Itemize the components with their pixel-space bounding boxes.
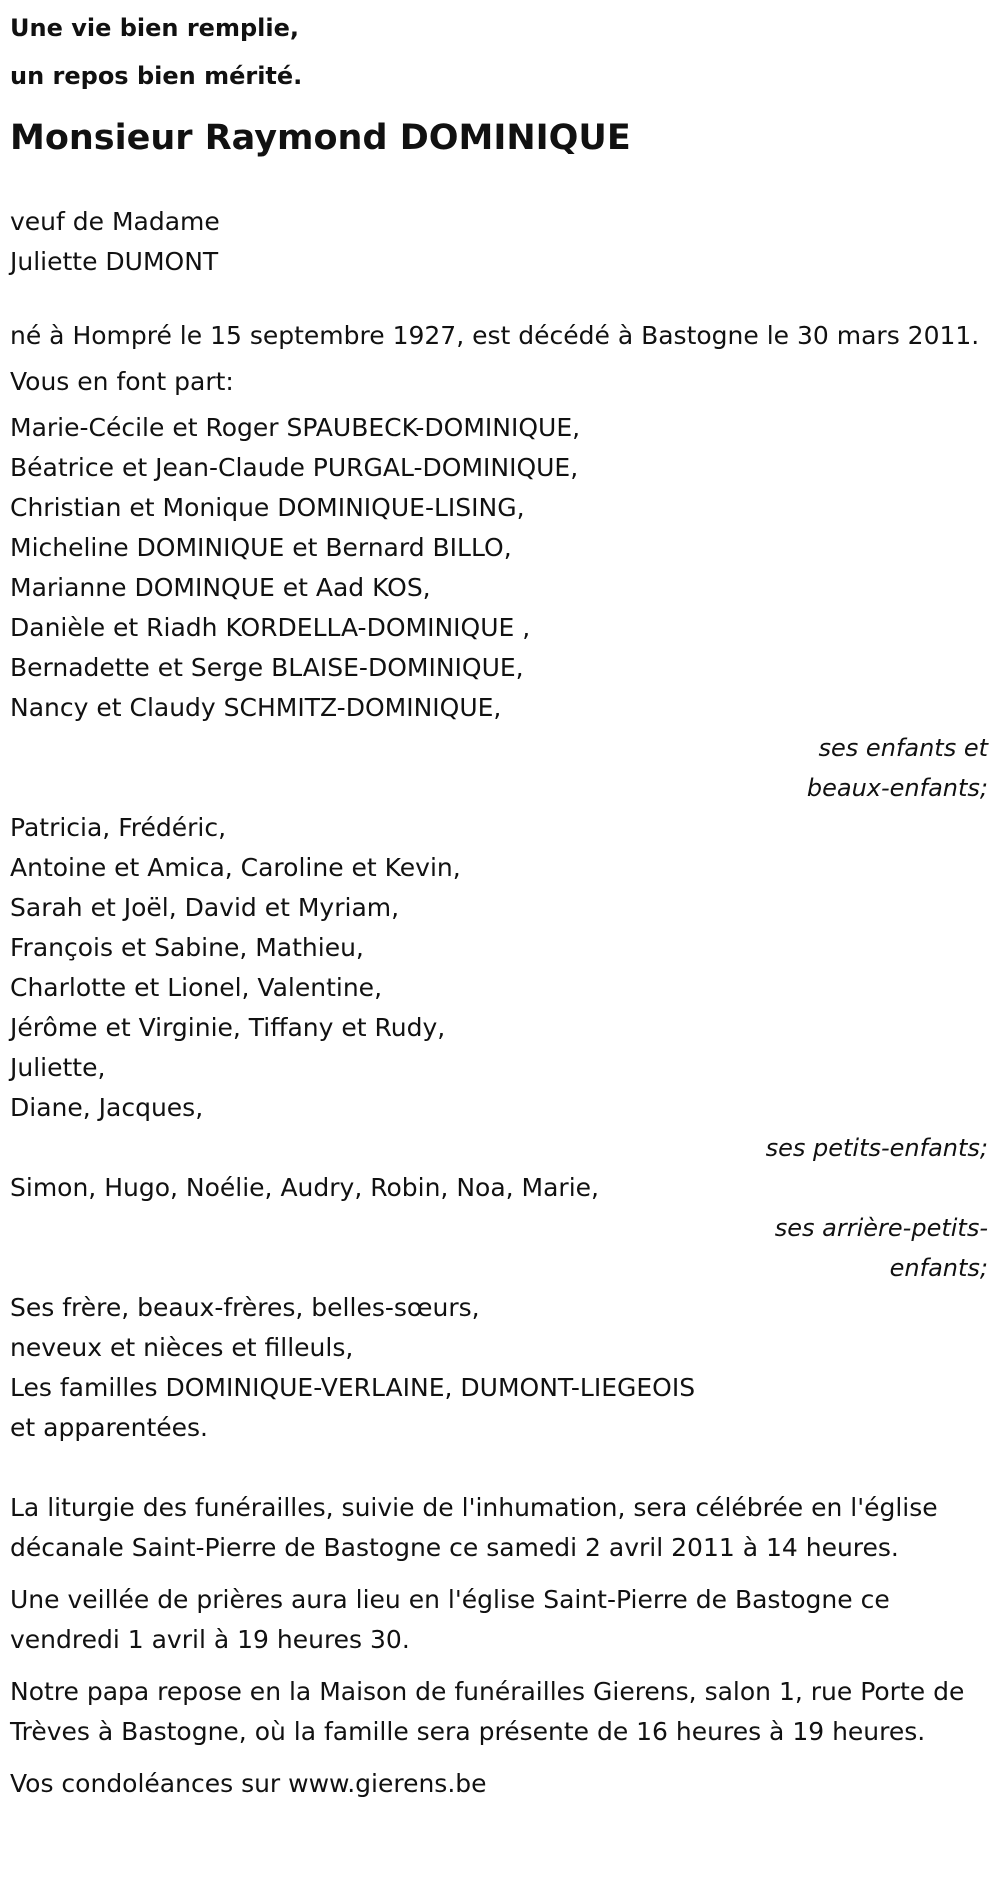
widower-line-1: veuf de Madame bbox=[10, 207, 220, 236]
children-line: Marie-Cécile et Roger SPAUBECK-DOMINIQUE, bbox=[10, 413, 581, 442]
condolences: Vos condoléances sur www.gierens.be bbox=[10, 1769, 487, 1798]
children-list bbox=[10, 408, 988, 728]
children-line: Nancy et Claudy SCHMITZ-DOMINIQUE, bbox=[10, 693, 502, 722]
resting-place: Notre papa repose en la Maison de funérailles Gierens, salon 1, rue Porte de Trèves à Bastogne, où la famille sera présente de 16 heures à 19 heures. bbox=[10, 1677, 965, 1746]
widower-line-2: Juliette DUMONT bbox=[10, 247, 219, 276]
grandchildren-line: Sarah et Joël, David et Myriam, bbox=[10, 893, 400, 922]
children-line: Christian et Monique DOMINIQUE-LISING, bbox=[10, 493, 525, 522]
children-line: Béatrice et Jean-Claude PURGAL-DOMINIQUE, bbox=[10, 453, 579, 482]
great-grandchildren-line: Simon, Hugo, Noélie, Audry, Robin, Noa, Marie, bbox=[10, 1173, 599, 1202]
children-role-line-1: ses enfants et bbox=[818, 734, 988, 762]
deceased-name: Monsieur Raymond DOMINIQUE bbox=[10, 118, 631, 158]
widower-block bbox=[10, 202, 988, 282]
grandchildren-line: Diane, Jacques, bbox=[10, 1093, 204, 1122]
grandchildren-line: Juliette, bbox=[10, 1053, 106, 1082]
children-line: Micheline DOMINIQUE et Bernard BILLO, bbox=[10, 533, 512, 562]
grandchildren-line: Patricia, Frédéric, bbox=[10, 813, 227, 842]
epitaph-line-2: un repos bien mérité. bbox=[10, 62, 303, 90]
grandchildren-list bbox=[10, 808, 988, 1128]
children-role-line-2: beaux-enfants; bbox=[806, 774, 988, 802]
family-line: neveux et nièces et filleuls, bbox=[10, 1333, 354, 1362]
epitaph bbox=[10, 4, 988, 100]
children-line: Danièle et Riadh KORDELLA-DOMINIQUE , bbox=[10, 613, 531, 642]
grandchildren-line: François et Sabine, Mathieu, bbox=[10, 933, 364, 962]
grandchildren-line: Antoine et Amica, Caroline et Kevin, bbox=[10, 853, 461, 882]
children-line: Marianne DOMINQUE et Aad KOS, bbox=[10, 573, 431, 602]
vigil-prayers: Une veillée de prières aura lieu en l'église Saint-Pierre de Bastogne ce vendredi 1 avril à 19 heures 30. bbox=[10, 1585, 890, 1654]
children-role bbox=[10, 728, 988, 808]
obituary-notice bbox=[0, 4, 1000, 1879]
grandchildren-line: Jérôme et Virginie, Tiffany et Rudy, bbox=[10, 1013, 446, 1042]
great-grandchildren-role-line-2: enfants; bbox=[889, 1254, 988, 1282]
great-grandchildren-role-line-1: ses arrière-petits- bbox=[774, 1214, 988, 1242]
family-line: Les familles DOMINIQUE-VERLAINE, DUMONT-LIEGEOIS bbox=[10, 1373, 696, 1402]
grandchildren-line: Charlotte et Lionel, Valentine, bbox=[10, 973, 383, 1002]
extended-family bbox=[10, 1288, 988, 1448]
grandchildren-role: ses petits-enfants; bbox=[765, 1134, 988, 1162]
family-line: et apparentées. bbox=[10, 1413, 208, 1442]
announcement-intro: Vous en font part: bbox=[10, 367, 234, 396]
funeral-liturgy: La liturgie des funérailles, suivie de l'inhumation, sera célébrée en l'église décanale Saint-Pierre de Bastogne ce samedi 2 avril 2011 à 14 heures. bbox=[10, 1493, 938, 1562]
great-grandchildren-role bbox=[10, 1208, 988, 1288]
epitaph-line-1: Une vie bien remplie, bbox=[10, 14, 299, 42]
birth-death-statement: né à Hompré le 15 septembre 1927, est décédé à Bastogne le 30 mars 2011. bbox=[10, 321, 980, 350]
children-line: Bernadette et Serge BLAISE-DOMINIQUE, bbox=[10, 653, 524, 682]
family-line: Ses frère, beaux-frères, belles-sœurs, bbox=[10, 1293, 480, 1322]
